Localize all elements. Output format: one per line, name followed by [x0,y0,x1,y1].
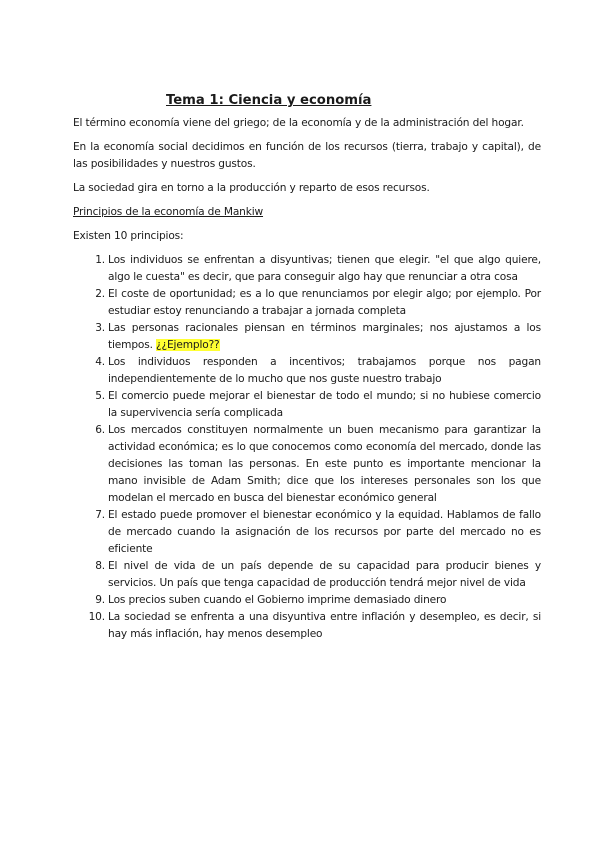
list-item-number: 9. [95,594,105,606]
list-item [73,422,541,507]
page-title: Tema 1: Ciencia y economía [166,93,372,108]
list-item [73,252,541,286]
list-item [73,320,541,354]
list-item-text: La sociedad se enfrenta a una disyuntiva entre inflación y desempleo, es decir, si hay más inflación, hay menos desempleo [108,611,541,640]
principles-intro: Existen 10 principios: [73,230,184,242]
list-item [73,286,541,320]
list-item-text: Los individuos se enfrentan a disyuntivas; tienen que elegir. "el que algo quiere, algo le cuesta" es decir, que para conseguir algo hay que renunciar a otra cosa [108,254,541,283]
paragraph-2: En la economía social decidimos en función de los recursos (tierra, trabajo y capital), de las posibilidades y nuestros gustos. [73,141,541,170]
list-item-number: 5. [95,390,105,402]
list-item-number: 10. [88,611,105,623]
list-item-text: Los individuos responden a incentivos; trabajamos porque nos pagan independientemente de lo mucho que nos guste nuestro trabajo [108,356,541,385]
list-item-text: Los precios suben cuando el Gobierno imprime demasiado dinero [108,594,447,606]
list-item [73,609,541,643]
section-heading: Principios de la economía de Mankiw [73,206,264,218]
principles-list [73,252,541,643]
list-item-number: 3. [95,322,105,334]
list-item-number: 1. [95,254,105,266]
list-item [73,592,541,609]
list-item-text: El comercio puede mejorar el bienestar de todo el mundo; si no hubiese comercio la supervivencia sería complicada [108,390,541,419]
highlighted-note: ¿¿Ejemplo?? [156,339,220,351]
document-page [73,92,541,643]
list-item-text: El coste de oportunidad; es a lo que renunciamos por elegir algo; por ejemplo. Por estudiar estoy renunciando a trabajar a jornada completa [108,288,541,317]
list-item [73,507,541,558]
list-item [73,558,541,592]
list-item-text: Los mercados constituyen normalmente un buen mecanismo para garantizar la actividad económica; es lo que conocemos como economía del mercado, donde las decisiones las toman las personas. En este punto es importante mencionar la mano invisible de Adam Smith; dice que los intereses personales son los que modelan el mercado en busca del bienestar económico general [108,424,541,504]
list-item-text: Las personas racionales piensan en términos marginales; nos ajustamos a los tiempos. [108,322,541,351]
list-item-number: 4. [95,356,105,368]
paragraph-3: La sociedad gira en torno a la producción y reparto de esos recursos. [73,182,430,194]
list-item-number: 6. [95,424,105,436]
list-item [73,354,541,388]
paragraph-1: El término economía viene del griego; de la economía y de la administración del hogar. [73,117,524,129]
list-item-number: 7. [95,509,105,521]
list-item [73,388,541,422]
list-item-number: 8. [95,560,105,572]
list-item-text: El estado puede promover el bienestar económico y la equidad. Hablamos de fallo de mercado cuando la asignación de los recursos por parte del mercado no es eficiente [108,509,541,555]
list-item-number: 2. [95,288,105,300]
list-item-text: El nivel de vida de un país depende de su capacidad para producir bienes y servicios. Un país que tenga capacidad de producción tendrá mejor nivel de vida [108,560,541,589]
